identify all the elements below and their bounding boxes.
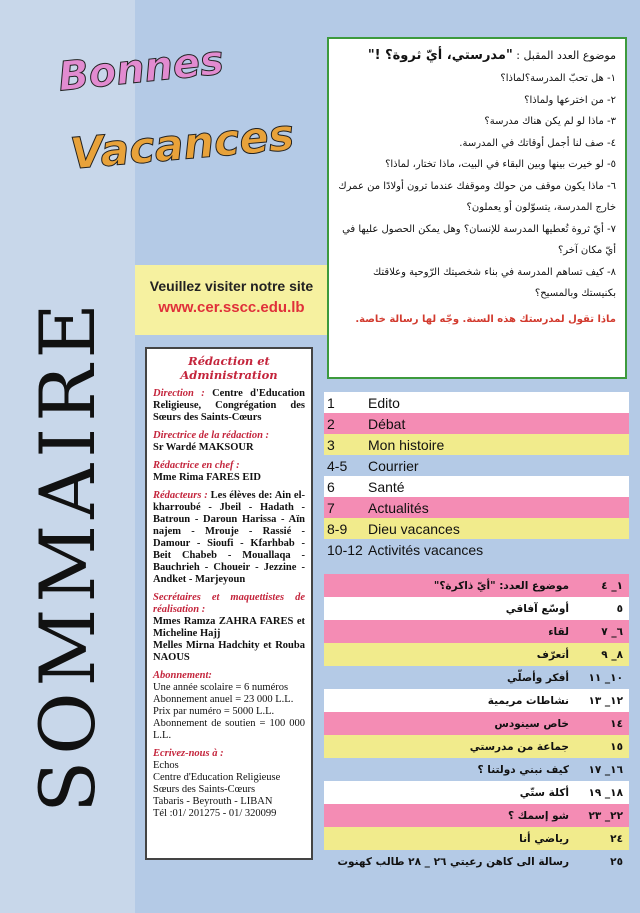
secretaires-text-1: Mmes Ramza ZAHRA FARES et Micheline Hajj (153, 616, 305, 639)
toc-fr-row[interactable] (324, 455, 629, 476)
toc-ar-page: ١٢_ ١٣ (588, 694, 623, 707)
question-item: ٦- ماذا يكون موقف من حولك وموقفك عندما ترون أولادًا من عمرك خارج المدرسة، يتسوّلون أو يعملون؟ (338, 180, 616, 213)
question-item: ٢- من اخترعها ولماذا؟ (524, 94, 616, 106)
bonnes-heading: Bonnes (56, 37, 226, 101)
toc-fr-row[interactable] (324, 476, 629, 497)
next-issue-label: موضوع العدد المقبل : (516, 49, 616, 62)
toc-ar-row[interactable] (324, 758, 629, 781)
redaction-title: Rédaction et Administration (180, 354, 278, 382)
question-list (338, 68, 616, 305)
toc-ar-row[interactable] (324, 735, 629, 758)
toc-fr-title: Mon histoire (368, 436, 445, 453)
toc-ar-page: ٢٢_ ٢٣ (588, 809, 623, 822)
website-link[interactable]: www.cer.sscc.edu.lb (158, 299, 305, 316)
redaction-box (145, 347, 313, 860)
question-item: ٣- ماذا لو لم يكن هناك مدرسة؟ (484, 116, 616, 127)
toc-ar-title: أوسّع آفاقي (505, 602, 569, 615)
secretaires-text-2: Melles Mirna Hadchity et Rouba NAOUS (153, 640, 305, 663)
direction-text: Centre d'Education Religieuse, Congrégation des Sœurs des Saints-Cœurs (153, 388, 306, 423)
contact-heading: Ecrivez-nous à : (153, 748, 224, 759)
abonnement-section (153, 670, 305, 742)
toc-ar-row[interactable] (324, 781, 629, 804)
toc-ar-page: ١٨_ ١٩ (588, 786, 623, 799)
toc-fr-page: 8-9 (327, 520, 348, 537)
toc-ar-row[interactable] (324, 666, 629, 689)
toc-fr-row[interactable] (324, 497, 629, 518)
toc-ar-row[interactable] (324, 597, 629, 620)
toc-ar-page: ١_ ٤ (601, 579, 623, 592)
toc-fr-row[interactable] (324, 413, 629, 434)
abonnement-line: Prix par numéro = 5000 L.L. (153, 706, 275, 717)
toc-ar-page: ٢٤ (610, 832, 623, 845)
toc-ar-row[interactable] (324, 827, 629, 850)
toc-ar-title: رسالة الى كاهن رعيتي ٢٦ _ ٢٨ طالب كهنوت (337, 855, 569, 868)
toc-fr-row[interactable] (324, 518, 629, 539)
directrice-heading: Directrice de la rédaction : (153, 430, 270, 441)
toc-fr-page: 6 (327, 478, 335, 495)
website-label: Veuillez visiter notre site (149, 278, 314, 294)
toc-ar-title: رياضي أنا (519, 832, 569, 845)
question-item: ٨- كيف تساهم المدرسة في بناء شخصيتك الرّوحية وعلاقتك بكنيستك وبالمسيح؟ (372, 266, 616, 299)
toc-ar-page: ١٥ (610, 740, 623, 753)
toc-fr-page: 7 (327, 499, 335, 516)
contact-line: Sœurs des Saints-Cœurs (153, 784, 256, 795)
toc-ar-row[interactable] (324, 850, 629, 873)
toc-ar-title: نشاطات مريمية (487, 694, 569, 707)
toc-ar-row[interactable] (324, 712, 629, 735)
toc-ar-page: ٥ (616, 602, 623, 615)
toc-arabic (324, 574, 629, 873)
toc-ar-page: ١٠_ ١١ (588, 671, 623, 684)
question-item: ١- هل تحبّ المدرسة؟لماذا؟ (500, 73, 616, 84)
toc-fr-title: Courrier (368, 457, 419, 474)
toc-fr-title: Dieu vacances (368, 520, 460, 537)
redacteurs-heading: Rédacteurs : (153, 490, 208, 501)
next-issue-title (338, 44, 616, 68)
toc-ar-title: أفكر وأصلّي (507, 671, 569, 684)
toc-ar-title: كيف نبني دولتنا ؟ (477, 763, 569, 776)
abonnement-heading: Abonnement: (153, 670, 212, 681)
secretaires-section (153, 592, 305, 664)
abonnement-line: Abonnement de soutien = 100 000 L.L. (153, 718, 305, 741)
toc-ar-title: موضوع العدد: "أيّ ذاكرة؟" (433, 579, 569, 592)
website-box (135, 265, 328, 335)
directrice-section (153, 430, 305, 454)
contact-line: Tél :01/ 201275 - 01/ 320099 (153, 808, 277, 819)
toc-fr-row[interactable] (324, 392, 629, 413)
contact-section (153, 748, 305, 820)
toc-ar-row[interactable] (324, 643, 629, 666)
toc-ar-row[interactable] (324, 804, 629, 827)
direction-heading: Direction : (153, 388, 205, 399)
next-issue-topic: "مدرستي، أيّ ثروة؟ !" (367, 48, 513, 63)
toc-fr-title: Actualités (368, 499, 429, 516)
directrice-text: Sr Wardé MAKSOUR (153, 442, 254, 453)
toc-ar-page: ١٦_ ١٧ (588, 763, 623, 776)
toc-fr-title: Edito (368, 394, 400, 411)
contact-line: Tabaris - Beyrouth - LIBAN (153, 796, 273, 807)
toc-fr-title: Santé (368, 478, 405, 495)
toc-fr-title: Activités vacances (368, 541, 484, 558)
redacteurs-text: Les élèves de: Ain el-kharroubé - Jbeil - Hadath - Batroun - Daroun Harissa - Aïn najem - Mrouje - Rassié - Damour - Sioufi - Kfarhbab - Beit Chabeb - Mouallaqa - Bauchrieh - Choueir - Jezzine - Andket - Marjeyoun (153, 490, 305, 585)
toc-fr-title: Débat (368, 415, 406, 432)
sommaire-title: SOMMAIRE (23, 297, 112, 813)
contact-line: Echos (153, 760, 179, 771)
direction-section (153, 388, 305, 424)
toc-ar-page: ٢٥ (610, 855, 623, 868)
question-item: ٤- صف لنا أجمل أوقاتك في المدرسة. (459, 137, 616, 149)
toc-ar-row[interactable] (324, 689, 629, 712)
toc-ar-title: خاص سينودس (494, 717, 569, 730)
toc-fr-page: 3 (327, 436, 335, 453)
toc-ar-row[interactable] (324, 620, 629, 643)
secretaires-heading: Secrétaires et maquettistes de réalisation : (153, 592, 305, 615)
toc-fr-page: 1 (327, 394, 335, 411)
redacteurs-section (153, 490, 305, 586)
contact-line: Centre d'Education Religieuse (153, 772, 281, 783)
toc-ar-title: جماعة من مدرستي (469, 740, 569, 753)
abonnement-line: Une année scolaire = 6 numéros (153, 682, 289, 693)
toc-ar-row[interactable] (324, 574, 629, 597)
question-item: ٥- لو خيرت بينها وبين البقاء في البيت، ماذا تختار، لماذا؟ (385, 159, 616, 170)
toc-french (324, 392, 629, 560)
toc-ar-title: شو إسمك ؟ (507, 809, 569, 822)
toc-ar-title: أتعرّف (536, 648, 569, 661)
toc-ar-title: لقاء (548, 625, 569, 638)
toc-fr-page: 2 (327, 415, 335, 432)
chef-text: Mme Rima FARES EID (153, 472, 262, 483)
vacances-heading: Vacances (68, 110, 297, 180)
next-issue-questions (327, 37, 627, 379)
abonnement-line: Abonnement anuel = 23 000 L.L. (153, 694, 294, 705)
question-item: ٧- أيّ ثروة تُعطيها المدرسة للإنسان؟ وهل يمكن الحصول عليها في أيّ مكان آخر؟ (342, 223, 616, 256)
toc-fr-page: 4-5 (327, 457, 348, 474)
toc-ar-page: ١٤ (610, 717, 623, 730)
chef-heading: Rédactrice en chef : (153, 460, 240, 471)
toc-ar-title: أكلة ستّي (519, 786, 569, 799)
question-footer: ماذا تقول لمدرستك هذه السنة. وجّه لها رسالة خاصة. (355, 313, 616, 325)
toc-fr-row[interactable] (324, 434, 629, 455)
chef-section (153, 460, 305, 484)
toc-fr-page: 10-12 (327, 541, 363, 558)
toc-ar-page: ٦_ ٧ (601, 625, 623, 638)
toc-fr-row[interactable] (324, 539, 629, 560)
toc-ar-page: ٨_ ٩ (601, 648, 623, 661)
